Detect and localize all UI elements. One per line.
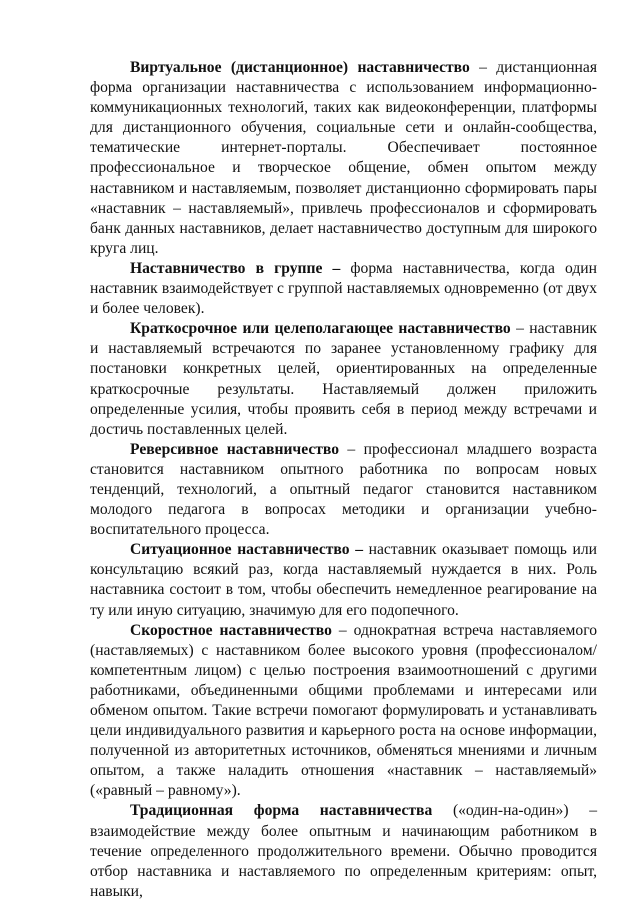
paragraph-text: – наставник и наставляемый встречаются по заранее установленному графику для постановки конкретных целей, ориентированных на определенные краткосрочные результаты. Наставляемый должен приложить определенные усилия, чтобы проявить себя в период между встречами и достичь поставленных целей. (90, 320, 597, 438)
paragraph-text: («один-на-один») – взаимодействие между более опытным и начинающим работником в течение определенного продолжительного времени. Обычно проводится отбор наставника и наставляемого по определенным критериям: опыт, навыки, (90, 802, 597, 900)
term-situational-mentoring: Ситуационное наставничество – (130, 541, 363, 559)
document-page (90, 58, 597, 902)
paragraph-text: форма наставничества, когда один наставник взаимодействует с группой наставляемых одновременно (от двух и более человек). (90, 259, 598, 318)
paragraph-text: – однократная встреча наставляемого (наставляемых) с наставником более высокого уровня (профессионалом/компетентным лицом) с целью построения взаимоотношений с другими работниками, объединенными общими проблемами и интересами или обменом опытом. Такие встречи помогают формулировать и устанавливать цели индивидуального развития и карьерного роста на основе информации, полученной из авторитетных источников, обменяться мнениями и личным опытом, а также наладить отношения «наставник – наставляемый» («равный – равному»). (90, 621, 597, 800)
term-short-term-mentoring: Краткосрочное или целеполагающее наставничество (130, 320, 511, 338)
paragraph-text: наставник оказывает помощь или консультацию всякий раз, когда наставляемый нуждается в них. Роль наставника состоит в том, чтобы обеспечить немедленное реагирование на ту или иную ситуацию, значимую для его подопечного. (90, 541, 597, 619)
term-speed-mentoring: Скоростное наставничество (130, 621, 332, 639)
paragraph-situational-mentoring (90, 540, 597, 620)
paragraph-short-term-mentoring (90, 319, 597, 440)
paragraph-group-mentoring (90, 259, 597, 319)
term-virtual-mentoring: Виртуальное (дистанционное) наставничество (130, 59, 470, 76)
term-group-mentoring: Наставничество в группе – (130, 259, 341, 277)
paragraph-traditional-mentoring (90, 801, 597, 901)
paragraph-reverse-mentoring (90, 440, 597, 540)
term-traditional-mentoring: Традиционная форма наставничества (130, 802, 433, 820)
paragraph-speed-mentoring (90, 621, 597, 802)
term-reverse-mentoring: Реверсивное наставничество (130, 440, 340, 458)
paragraph-virtual-mentoring (90, 58, 597, 259)
paragraph-text: – профессионал младшего возраста становится наставником опытного работника по вопросам новых тенденций, технологий, а опытный педагог становится наставником молодого педагога в вопросах методики и организации учебно-воспитательного процесса. (90, 440, 597, 539)
paragraph-text: – дистанционная форма организации наставничества с использованием информационно-коммуникационных технологий, таких как видеоконференции, платформы для дистанционного обучения, социальные сети и онлайн-сообщества, тематические интернет-порталы. Обеспечивает постоянное профессиональное и творческое общение, обмен опытом между наставником и наставляемым, позволяет дистанционно сформировать пары «наставник – наставляемый», привлечь профессионалов и сформировать банк данных наставников, делает наставничество доступным для широкого круга лиц. (90, 59, 597, 257)
